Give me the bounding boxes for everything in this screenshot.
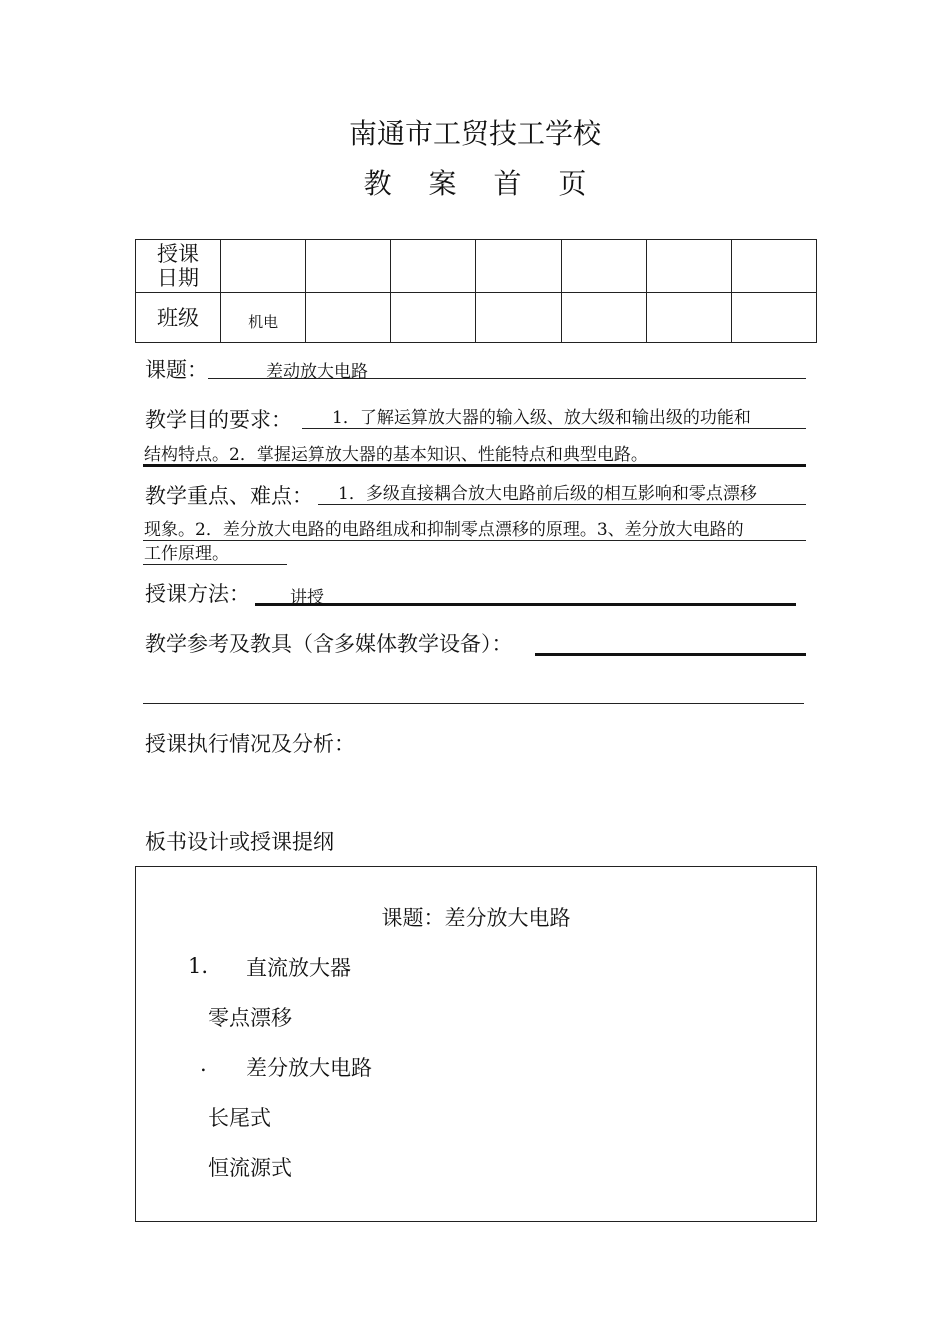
board-item2-text: 差分放大电路 [246,1056,372,1080]
objectives-field-line1[interactable] [302,406,806,429]
date-cell[interactable] [476,240,561,293]
class-cell[interactable] [731,293,816,343]
objectives-field-line2[interactable] [143,443,806,467]
board-item2-sub1: 长尾式 [208,1106,271,1130]
class-cell[interactable] [561,293,646,343]
board-outline-box [135,866,817,1222]
row-label-class-text: 班级 [157,305,199,330]
board-item1-sub: 零点漂移 [208,1006,292,1030]
board-item2-number: . [200,1052,207,1076]
keypoints-field-line2[interactable] [143,518,806,541]
topic-field[interactable] [208,356,806,382]
class-cell[interactable] [476,293,561,343]
school-name: 南通市工贸技工学校 [348,117,601,150]
keypoints-label: 教学重点、难点： [145,484,313,508]
references-label: 教学参考及教具（含多媒体教学设备）： [145,632,513,656]
method-field[interactable] [255,582,796,606]
table-row-dates [136,240,817,293]
class-value: 机电 [248,313,279,331]
date-cell[interactable] [731,240,816,293]
references-field-line2[interactable] [143,682,804,704]
class-cell[interactable] [221,293,306,343]
board-item2-sub2: 恒流源式 [208,1156,292,1180]
keypoints-field-line3[interactable] [143,544,287,565]
objectives-label: 教学目的要求： [145,408,292,432]
class-cell[interactable] [646,293,731,343]
method-value: 讲授 [290,588,324,608]
board-label: 板书设计或授课提纲 [145,830,334,854]
row-label-class [136,293,221,343]
class-cell[interactable] [306,293,391,343]
table-row-class [136,293,817,343]
topic-value: 差动放大电路 [266,362,368,382]
row-label-dates [136,240,221,293]
board-item1-text: 直流放大器 [246,956,351,980]
keypoints-text-line1: 1．多级直接耦合放大电路前后级的相互影响和零点漂移 [338,484,757,504]
board-title: 课题：差分放大电路 [381,906,571,930]
date-cell[interactable] [221,240,306,293]
keypoints-text-line2: 现象。2．差分放大电路的电路组成和抑制零点漂移的原理。3、差分放大电路的 [144,520,744,540]
topic-label: 课题： [145,358,208,382]
date-cell[interactable] [646,240,731,293]
keypoints-text-line3: 工作原理。 [144,544,229,564]
keypoints-field-line1[interactable] [318,482,806,505]
execution-label: 授课执行情况及分析： [145,732,355,756]
objectives-text-line1: 1．了解运算放大器的输入级、放大级和输出级的功能和 [332,408,751,428]
date-cell[interactable] [306,240,391,293]
date-cell[interactable] [561,240,646,293]
references-field[interactable] [535,632,806,656]
board-item1-number: 1. [188,954,209,978]
row-label-dates-line2: 日期 [157,266,199,290]
document-title: 教 案 首 页 [363,167,601,200]
schedule-table [135,239,817,343]
objectives-text-line2: 结构特点。2．掌握运算放大器的基本知识、性能特点和典型电路。 [144,445,648,465]
class-cell[interactable] [391,293,476,343]
method-label: 授课方法： [145,582,250,606]
row-label-dates-line1: 授课 [157,242,199,266]
date-cell[interactable] [391,240,476,293]
